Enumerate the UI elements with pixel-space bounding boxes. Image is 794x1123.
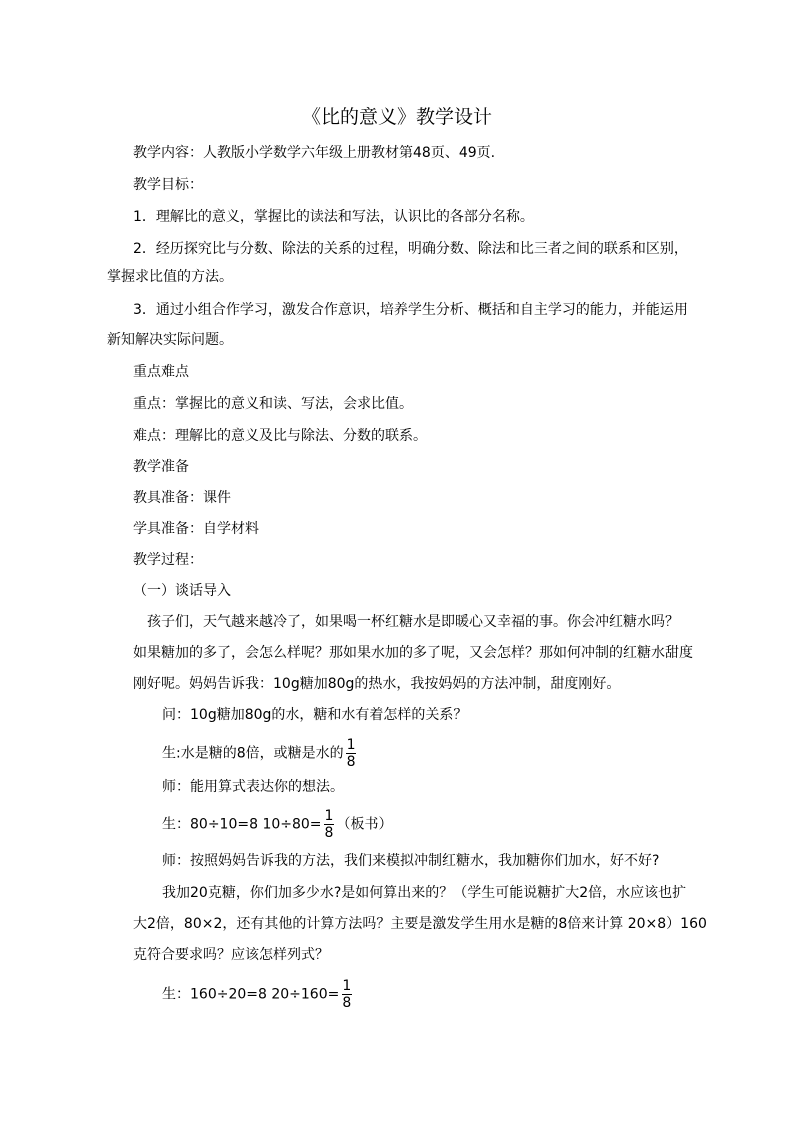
process-heading: 教学过程： — [133, 552, 203, 568]
paragraph-1-line-3: 刚好呢。妈妈告诉我：10g糖加80g的热水，我按妈妈的方法冲制，甜度刚好。 — [133, 676, 621, 692]
goal-2-line-2: 掌握求比值的方法。 — [107, 269, 233, 285]
key-difficulty-heading: 重点难点 — [133, 364, 189, 380]
fraction-numerator: 1 — [324, 808, 334, 824]
fraction-one-eighth — [345, 737, 358, 770]
question-1: 问：10g糖加80g的水，糖和水有着怎样的关系？ — [162, 707, 468, 723]
difficulty-point: 难点：理解比的意义及比与除法、分数的联系。 — [133, 428, 427, 444]
paragraph-2-line-2: 大2倍，80×2，还有其他的计算方法吗？主要是激发学生用水是糖的8倍来计算 20×8）160 — [133, 916, 707, 932]
key-point: 重点：掌握比的意义和读、写法，会求比值。 — [133, 396, 413, 412]
fraction-numerator: 1 — [346, 737, 356, 753]
answer-1-text: 生:水是糖的8倍，或糖是水的 — [162, 745, 344, 762]
section-intro-heading: （一）谈话导入 — [133, 583, 231, 599]
answer-3-text: 生：160÷20=8 20÷160= — [162, 986, 340, 1003]
teaching-content: 教学内容：人教版小学数学六年级上册教材第48页、49页. — [133, 145, 496, 161]
answer-1 — [162, 737, 359, 770]
answer-2-text: 生：80÷10=8 10÷80= — [162, 816, 322, 833]
goals-heading: 教学目标： — [133, 177, 203, 193]
document-title: 《比的意义》教学设计 — [301, 106, 492, 128]
paragraph-1-line-2: 如果糖加的多了，会怎么样呢？那如果水加的多了呢，又会怎样？那如何冲制的红糖水甜度 — [133, 645, 693, 661]
fraction-denominator: 8 — [324, 825, 334, 841]
goal-2-line-1: 2．经历探究比与分数、除法的关系的过程，明确分数、除法和比三者之间的联系和区别， — [133, 241, 688, 257]
paragraph-2-line-1: 我加20克糖，你们加多少水?是如何算出来的？（学生可能说糖扩大2倍，水应该也扩 — [162, 885, 687, 901]
preparation-heading: 教学准备 — [133, 459, 189, 475]
fraction-numerator: 1 — [342, 978, 352, 994]
goal-3-line-1: 3．通过小组合作学习，激发合作意识，培养学生分析、概括和自主学习的能力，并能运用 — [133, 302, 688, 318]
board-note: （板书） — [336, 816, 393, 833]
answer-3 — [162, 978, 354, 1011]
goal-3-line-2: 新知解决实际问题。 — [107, 332, 233, 348]
teacher-preparation: 教具准备：课件 — [133, 490, 231, 506]
fraction-one-eighth — [323, 808, 336, 841]
teacher-prompt-2: 师：按照妈妈告诉我的方法，我们来模拟冲制红糖水，我加糖你们加水，好不好? — [162, 853, 660, 869]
student-preparation: 学具准备：自学材料 — [133, 521, 259, 537]
fraction-one-eighth — [340, 978, 353, 1011]
paragraph-2-line-3: 克符合要求吗？应该怎样列式？ — [133, 947, 329, 963]
goal-1: 1．理解比的意义，掌握比的读法和写法，认识比的各部分名称。 — [133, 209, 534, 225]
answer-2 — [162, 808, 392, 841]
fraction-denominator: 8 — [346, 754, 356, 770]
teacher-prompt-1: 师：能用算式表达你的想法。 — [162, 779, 344, 795]
fraction-denominator: 8 — [342, 995, 352, 1011]
paragraph-1-line-1: 孩子们，天气越来越冷了，如果喝一杯红糖水是即暖心又幸福的事。你会冲红糖水吗？ — [147, 614, 679, 630]
